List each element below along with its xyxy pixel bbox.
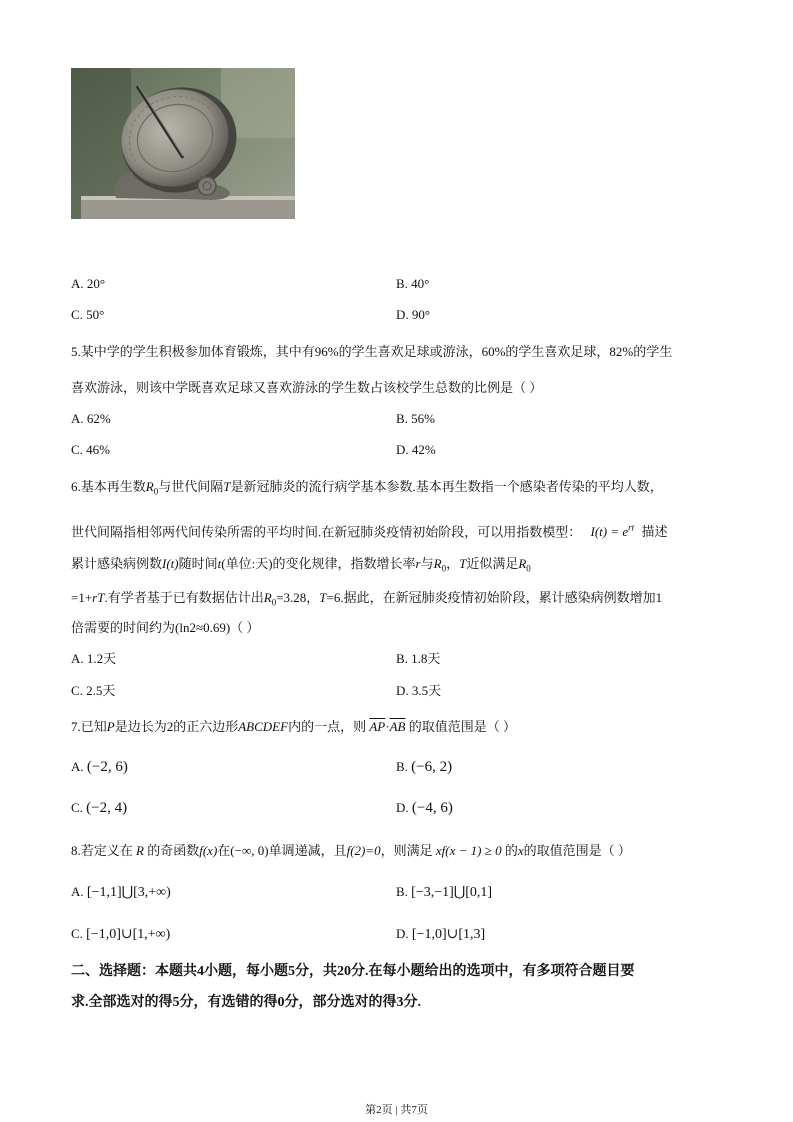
q6-stem-line4: =1+rT.有学者基于已有数据估计出$R_0=3.28$，T=6.据此，在新冠肺炎疫情初始阶段，累计感染病例数增加1 bbox=[71, 590, 663, 608]
q6-stem-line5: 倍需要的时间约为(ln2≈0.69)（ ） bbox=[71, 620, 260, 635]
exponential-model: $I(t) = e^{rt}$ bbox=[590, 523, 635, 540]
q4-option-d: D. 90° bbox=[396, 307, 431, 322]
vector-ap: $\overline{AP}$ bbox=[369, 719, 386, 734]
q7-option-a: A. (−2, 6) bbox=[71, 759, 128, 775]
q8-option-b: B. [−3,−1]⋃[0,1] bbox=[396, 884, 493, 900]
q6-option-c: C. 2.5天 bbox=[71, 683, 116, 698]
q8-stem: 8.若定义在 R 的奇函数f(x)在(−∞, 0)单调递减，且f(2)=0，则满足 xf(x − 1) ≥ 0 的x的取值范围是（ ） bbox=[71, 843, 631, 858]
q7-stem: 7.已知P是边长为2的正六边形ABCDEF内的一点，则 $\overline{AP}\cdot\overline{AB}$ 的取值范围是（ ） bbox=[71, 719, 516, 734]
q6-option-a: A. 1.2天 bbox=[71, 651, 117, 666]
q8-option-d: D. [−1,0]∪[1,3] bbox=[396, 926, 486, 942]
q6-stem-line3: 累计感染病例数I(t)随时间t(单位:天)的变化规律，指数增长率r与$R_0$，T近似满足$R_0$ bbox=[71, 556, 531, 574]
section2-heading-line2: 求.全部选对的得5分，有选错的得0分，部分选对的得3分. bbox=[71, 995, 421, 1010]
q7-option-b: B. (−6, 2) bbox=[396, 759, 453, 775]
q5-option-a: A. 62% bbox=[71, 411, 111, 426]
sundial-photo bbox=[71, 68, 295, 219]
q8-option-c: C. [−1,0]∪[1,+∞) bbox=[71, 926, 171, 942]
section2-heading-line1: 二、选择题：本题共4小题，每小题5分，共20分.在每小题给出的选项中，有多项符合题目要 bbox=[71, 964, 635, 979]
q6-option-b: B. 1.8天 bbox=[396, 651, 441, 666]
q5-stem-line2: 喜欢游泳，则该中学既喜欢足球又喜欢游泳的学生数占该校学生总数的比例是（ ） bbox=[71, 380, 543, 395]
q4-option-b: B. 40° bbox=[396, 276, 430, 291]
q6-stem-line2: 世代间隔指相邻两代间传染所需的平均时间.在新冠肺炎疫情初始阶段，可以用指数模型： $I(t) = e^{rt}$ 描述 bbox=[71, 523, 668, 540]
q5-option-b: B. 56% bbox=[396, 411, 435, 426]
q5-option-d: D. 42% bbox=[396, 442, 436, 457]
q5-stem-line1: 5.某中学的学生积极参加体育锻炼，其中有96%的学生喜欢足球或游泳，60%的学生喜欢足球，82%的学生 bbox=[71, 344, 673, 359]
q7-option-c: C. (−2, 4) bbox=[71, 800, 128, 816]
q7-option-d: D. (−4, 6) bbox=[396, 800, 453, 816]
q8-option-a: A. [−1,1]⋃[3,+∞) bbox=[71, 884, 171, 900]
vector-ab: $\overline{AB}$ bbox=[389, 719, 406, 734]
q4-option-a: A. 20° bbox=[71, 276, 106, 291]
page-number: 第2页 | 共7页 bbox=[365, 1104, 428, 1116]
q4-option-c: C. 50° bbox=[71, 307, 105, 322]
q6-option-d: D. 3.5天 bbox=[396, 683, 442, 698]
q5-option-c: C. 46% bbox=[71, 442, 110, 457]
q6-stem-line1: 6.基本再生数$R_0$与世代间隔T是新冠肺炎的流行病学基本参数.基本再生数指一个感染者传染的平均人数， bbox=[71, 479, 663, 497]
